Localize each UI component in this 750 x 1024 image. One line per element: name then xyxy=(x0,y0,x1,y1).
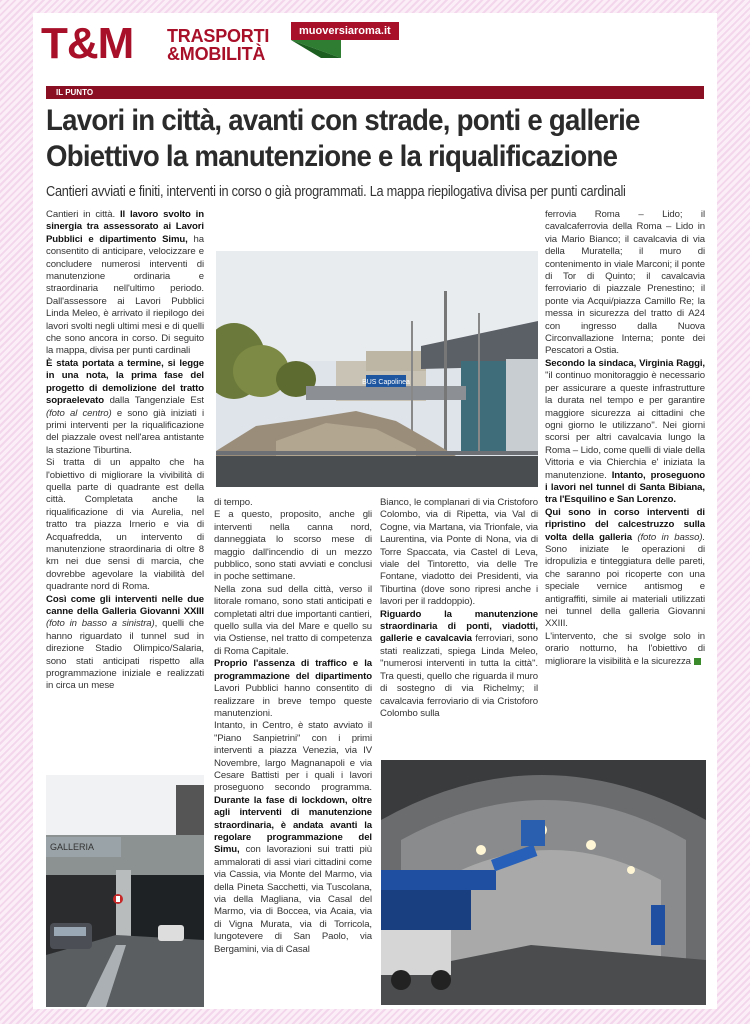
headline-line-2: Obiettivo la manutenzione e la riqualificazione xyxy=(46,140,618,173)
article-column-3 xyxy=(380,497,538,720)
section-label: IL PUNTO xyxy=(56,88,94,97)
paragraph: Riguardo la manutenzione straordinaria di ponti, viadotti, gallerie e cavalcavia ferroviari, sono stati realizzati, spiega Linda Meleo, ''numerosi interventi in tutta la città''. Tra questi, quello che riguarda il muro di sostegno di via Richelmy; il cavalcavia ferroviario di via Cristoforo Colombo sulla xyxy=(380,608,538,719)
headline-line-1: Lavori in città, avanti con strade, ponti e gallerie xyxy=(46,104,640,137)
newspaper-page xyxy=(33,13,717,1009)
end-of-article-icon xyxy=(694,658,701,665)
photo-sign: BUS Capolinea xyxy=(362,379,410,386)
brand-logo xyxy=(39,19,289,69)
logo-text xyxy=(167,27,269,63)
flag-triangle-icon xyxy=(291,40,341,58)
paragraph: ferrovia Roma – Lido; il cavalcaferrovia della Roma – Lido in via Mario Bianco; il cavalcavia di via della Muratella; il muro di contenimento in viale Marconi; il ponte di Tor di Quinto; il cavalcavia ferroviario di piazzale Prenestino; il ponte via Acqui/piazza Camillo Re; la messa in sicurezza del tratto di A24 con ingresso dalla Nuova Circonvallazione Interna; ponte dei Pescatori a Ostia. xyxy=(545,209,705,357)
paragraph: di tempo. xyxy=(214,497,253,508)
paragraph: Nella zona sud della città, verso il litorale romano, sono stati anticipati e completati altri due importanti cantieri, quello sulla via del Mare e quello su via Ostiense, nel tratto di competenza di Roma Capitale. xyxy=(214,583,372,657)
paragraph: Secondo la sindaca, Virginia Raggi, ''il continuo monitoraggio è necessario per assicurare a queste infrastrutture la durata nel tempo e per garantire maggiore sicurezza ai cittadini che ogni giorno le utilizzano''. Nei giorni scorsi per altri cavalcavia lungo la Roma – Lido, come quelli di viale della Vittoria e via Chierchia e' iniziata la manutenzione. Intanto, proseguono i lavori nel tunnel di Santa Bibiana, tra l'Esquilino e San Lorenzo. xyxy=(545,357,705,506)
headline xyxy=(46,103,653,175)
paragraph: Si tratta di un appalto che ha l'obiettivo di migliorare la vivibilità di quella parte di quadrante est della città. Completata anche la riqualificazione di via Aurelia, nel tratto tra piazza Irnerio e via di Acquafredda, un intervento di manutenzione straordinaria di oltre 8 km nei due sensi di marcia, che dovrebbe agevolare la viabilità del quadrante nord di Roma. xyxy=(46,457,204,593)
paragraph: È stata portata a termine, si legge in una nota, la prima fase del progetto di demolizione del tratto sopraelevato dalla Tangenziale Est (foto al centro) e sono già iniziati i primi interventi per la riqualificazione del piazzale ovest nell'area antistante la stazione Tiburtina. xyxy=(46,357,204,456)
logo-line-2: &MOBILITÀ xyxy=(167,44,266,64)
logo-mark: T&M xyxy=(41,19,134,68)
paragraph: Cantieri in città. Il lavoro svolto in sinergia tra assessorato ai Lavori Pubblici e dipartimento Simu, ha consentito di anticipare, velocizzare e concludere numerosi interventi di manutenzione ordinaria e straordinaria nell'ultimo periodo. Dall'assessore ai Lavori Pubblici Linda Meleo, è arrivato il riepilogo dei lavori svolti negli ultimi mesi e di quelli che sono ancora in corso. Di seguito la mappa, divisa per punti cardinali xyxy=(46,209,204,357)
paragraph: Bianco, le complanari di via Cristoforo Colombo, via di Ripetta, via Val di Cogne, via Martana, via Trionfale, via Laurentina, via Ponte di Nona, via di Torre Spaccata, via Castel di Leva, viale del Tintoretto, via delle Tre Fontane, viadotto dei Presidenti, via Tiburtina (dove sono ripresi anche i lavori per il raddoppio). xyxy=(380,497,538,608)
paragraph: Così come gli interventi nelle due canne della Galleria Giovanni XXIII (foto in basso a sinistra), quelli che hanno riguardato il tunnel sud in direzione Stadio Olimpico/Salaria, sono stati anticipati rispetto alla programmazione iniziale e realizzati in circa un mese xyxy=(46,593,204,692)
photo-tunnel-santa-bibiana xyxy=(381,760,706,1005)
paragraph: Intanto, in Centro, è stato avviato il "Piano Sanpietrini" con i primi interventi a piazza Venezia, via IV Novembre, largo Magnanapoli e via Cesare Battisti per i quali i lavori proseguono secondo programma. Durante la fase di lockdown, oltre agli interventi di manutenzione straordinaria, è andata avanti la regolare programmazione del Simu, con lavorazioni sui tratti più ammalorati di assi viari cittadini come via Cassia, via Monte del Marmo, via della Pineta Sacchetti, via Tuscolana, via della Magliana, via Casal del Marmo, via di Boccea, via Acaia, via di Vigna Murata, via di Torricola, lungotevere di San Paolo, via Bergamini, via di Casal xyxy=(214,720,372,955)
paragraph: E a questo, proposito, anche gli interventi nella canna nord, danneggiata lo scorso mese di maggio dall'incendio di un mezzo pubblico, sono stati avviati e conclusi in poche settimane. xyxy=(214,509,372,583)
site-link[interactable]: muoversiaroma.it xyxy=(291,22,399,40)
article-column-1 xyxy=(46,209,204,693)
photo-demolition-tiburtina xyxy=(216,251,538,487)
paragraph: Proprio l'assenza di traffico e la programmazione del dipartimento Lavori Pubblici hanno consentito di realizzare in breve tempo queste manutenzioni. xyxy=(214,658,372,719)
section-bar xyxy=(46,86,704,99)
paragraph: L'intervento, che si svolge solo in orario notturno, ha l'obiettivo di migliorare la visibilità e la sicurezza xyxy=(545,630,705,667)
article-column-4 xyxy=(545,209,705,668)
logo-line-1: TRASPORTI xyxy=(167,26,270,46)
paragraph: Qui sono in corso interventi di ripristino del calcestruzzo sulla volta della galleria (foto in basso). Sono iniziate le operazioni di idropulizia e tinteggiatura delle pareti, che saranno poi ricoperte con una speciale vernice antismog e antigraffiti, simile ai materiali utilizzati nei tunnel della galleria Giovanni XXIII. xyxy=(545,506,706,630)
photo-galleria-giovanni-xxiii xyxy=(46,775,204,1007)
subheadline: Cantieri avviati e finiti, interventi in corso o già programmati. La mappa riepilogativa divisa per punti cardinali xyxy=(46,184,626,200)
article-column-2 xyxy=(214,497,372,956)
photo-sign: GALLERIA xyxy=(50,842,95,852)
